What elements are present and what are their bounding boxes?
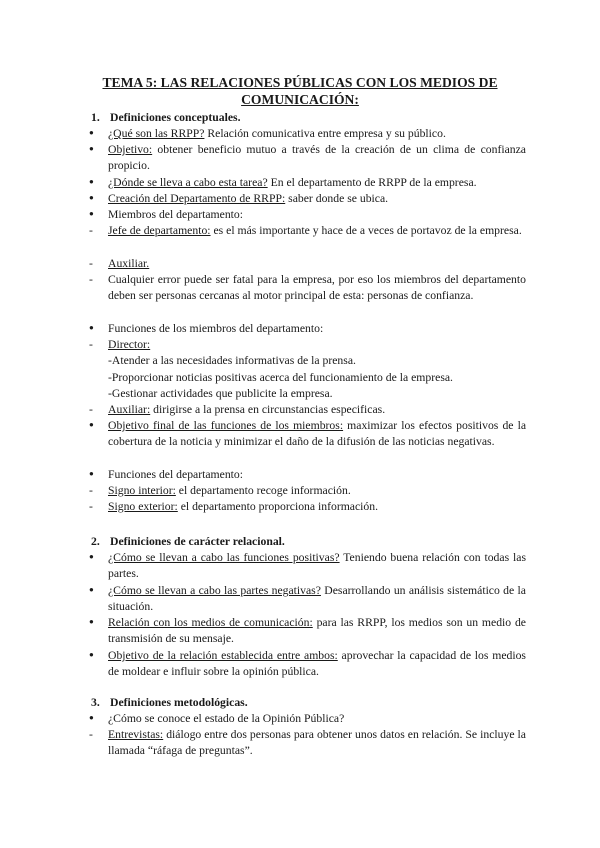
list-item-text (108, 191, 526, 207)
list-item-text (108, 175, 526, 191)
bullet-icon (89, 142, 101, 159)
bullet-icon (89, 126, 101, 143)
item-term: Auxiliar: (108, 403, 151, 416)
bullet-icon (89, 321, 101, 338)
item-description: obtener beneficio mutuo a través de la creación de un clima de confianza propicio. (108, 143, 526, 173)
bullet-icon (89, 583, 101, 600)
item-description: Miembros del departamento: (108, 208, 244, 221)
item-description: ¿Cómo se conoce el estado de la Opinión Pública? (108, 712, 345, 725)
list-item-text (108, 418, 526, 451)
list-item-text (108, 272, 526, 305)
item-term: Jefe de departamento: (108, 224, 211, 237)
list-item-text (108, 648, 526, 681)
item-description: saber donde se ubica. (285, 192, 389, 205)
item-term: Director: (108, 338, 151, 351)
item-term: Objetivo final de las funciones de los miembros: (108, 419, 344, 432)
list-item-text (108, 499, 526, 515)
item-term: ¿Qué son las RRPP? (108, 127, 205, 140)
list-item-text (108, 583, 526, 616)
list-item-text (108, 321, 526, 337)
list-item-text (108, 483, 526, 499)
list-item-text (108, 727, 526, 760)
list-item-text (108, 550, 526, 583)
section-number: 3. (91, 696, 100, 709)
item-description: Funciones del departamento: (108, 468, 244, 481)
item-description: Desarrollando un análisis sistemático de la situación. (108, 584, 526, 614)
sub-item: -Proporcionar noticias positivas acerca del funcionamiento de la empresa. (108, 370, 453, 384)
item-term: Relación con los medios de comunicación: (108, 616, 313, 629)
section-heading (91, 695, 248, 711)
bullet-icon (89, 615, 101, 632)
section-number: 1. (91, 111, 100, 124)
item-description: el departamento recoge información. (175, 484, 351, 497)
item-description: el departamento proporciona información. (177, 500, 379, 513)
item-description: Teniendo buena relación con todas las partes. (108, 551, 526, 581)
dash-icon (89, 256, 101, 272)
section-heading (91, 110, 241, 126)
item-description: es el más importante y hace de a veces de portavoz de la empresa. (210, 224, 522, 237)
list-item-text (108, 142, 526, 175)
item-description: Relación comunicativa entre empresa y su público. (204, 127, 446, 140)
dash-icon (89, 499, 101, 515)
list-item-text (108, 467, 526, 483)
item-description: Cualquier error puede ser fatal para la empresa, por eso los miembros del departamento deben ser personas cercanas al motor principal de esta: personas de confianza. (108, 273, 526, 303)
dash-icon (89, 223, 101, 239)
list-item-text (108, 126, 526, 142)
bullet-icon (89, 550, 101, 567)
bullet-icon (89, 711, 101, 728)
item-term: Signo interior: (108, 484, 176, 497)
dash-icon (89, 727, 101, 743)
sub-item: -Atender a las necesidades informativas de la prensa. (108, 354, 356, 368)
bullet-icon (89, 191, 101, 208)
item-description: maximizar los efectos positivos de la cobertura de la noticia y minimizar el daño de la difusión de las noticias negativas. (108, 419, 527, 449)
list-item-text (108, 615, 526, 648)
item-term: Objetivo de la relación establecida entre ambos: (108, 649, 338, 662)
page-title: TEMA 5: LAS RELACIONES PÚBLICAS CON LOS MEDIOS DE COMUNICACIÓN: (102, 75, 498, 107)
bullet-icon (89, 648, 101, 665)
dash-icon (89, 337, 101, 353)
dash-icon (89, 483, 101, 499)
section-title: Definiciones metodológicas. (110, 696, 248, 709)
bullet-icon (89, 467, 101, 484)
bullet-icon (89, 175, 101, 192)
list-item-text (108, 711, 526, 727)
dash-icon (89, 272, 101, 288)
dash-icon (89, 402, 101, 418)
item-term: Creación del Departamento de RRPP: (108, 192, 286, 205)
item-term: ¿Cómo se llevan a cabo las funciones positivas? (108, 551, 340, 564)
section-title: Definiciones conceptuales. (110, 111, 241, 124)
item-description: diálogo entre dos personas para obtener unos datos en relación. Se incluye la llamada “ráfaga de preguntas”. (108, 728, 526, 758)
item-term: Auxiliar. (108, 257, 150, 270)
bullet-icon (89, 418, 101, 435)
list-item-text (108, 402, 526, 418)
item-description: aprovechar la capacidad de los medios de moldear e influir sobre la opinión pública. (108, 649, 526, 679)
sub-item: -Gestionar actividades que publicite la empresa. (108, 386, 333, 400)
item-term: ¿Cómo se llevan a cabo las partes negativas? (108, 584, 321, 597)
section-heading (91, 534, 285, 550)
list-item-text (108, 207, 526, 223)
list-item-text (108, 223, 526, 239)
item-description: Funciones de los miembros del departamento: (108, 322, 324, 335)
item-description: dirigirse a la prensa en circunstancias especificas. (150, 403, 386, 416)
item-term: Entrevistas: (108, 728, 164, 741)
item-term: Objetivo: (108, 143, 153, 156)
section-number: 2. (91, 535, 100, 548)
bullet-icon (89, 207, 101, 224)
item-term: ¿Dónde se lleva a cabo esta tarea? (108, 176, 268, 189)
list-item-text (108, 256, 526, 272)
item-description: En el departamento de RRPP de la empresa. (267, 176, 477, 189)
item-term: Signo exterior: (108, 500, 178, 513)
list-item-text (108, 337, 526, 402)
section-title: Definiciones de carácter relacional. (110, 535, 285, 548)
item-description: para las RRPP, los medios son un medio de transmisión de su mensaje. (108, 616, 526, 646)
